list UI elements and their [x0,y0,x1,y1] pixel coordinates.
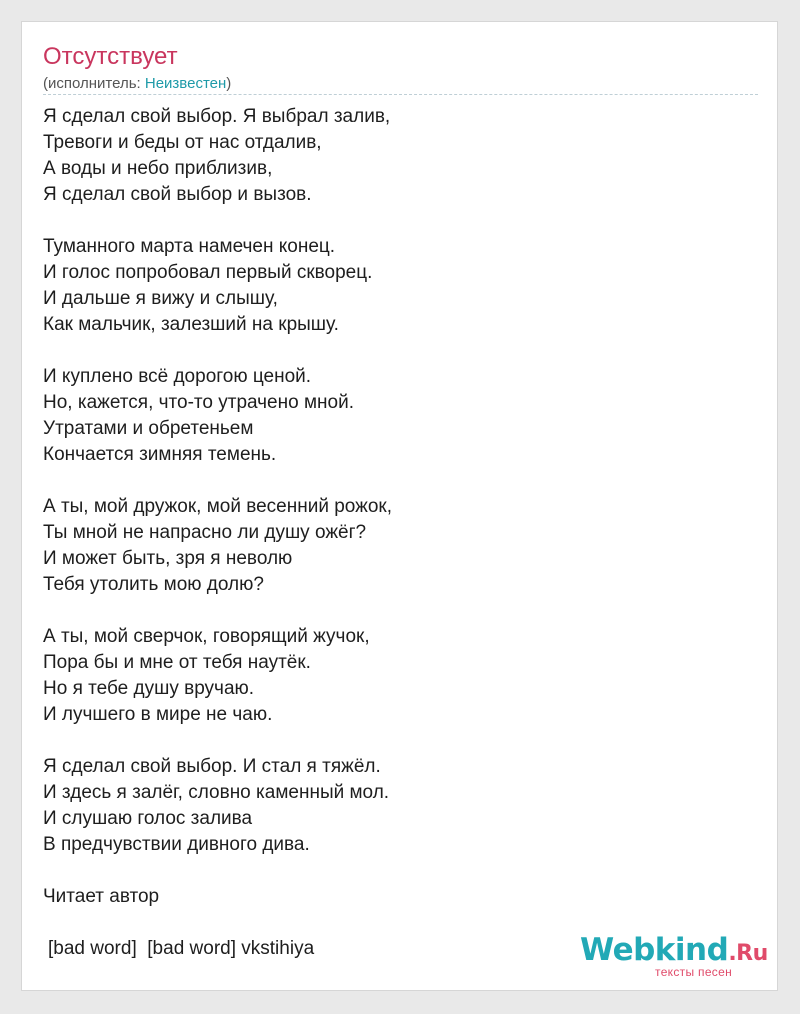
tags-line: [bad word] [bad word] vkstihiya [48,938,315,959]
lyric-line: А воды и небо приблизив, [43,158,273,179]
artist-line [43,74,231,94]
lyric-line: И лучшего в мире не чаю. [43,704,273,725]
lyric-line: Но, кажется, что-то утрачено мной. [43,392,354,413]
lyric-line: Тебя утолить мою долю? [43,574,264,595]
logo-tld: .Ru [728,941,768,966]
lyric-line: Читает автор [43,886,160,907]
lyric-line: И куплено всё дорогою ценой. [43,366,312,387]
lyrics-page [21,21,778,991]
stanza-gap [43,598,643,624]
lyrics-text [43,104,643,910]
lyric-line: Кончается зимняя темень. [43,444,277,465]
song-title: Отсутствует [43,43,178,70]
lyric-line: В предчувствии дивного дива. [43,834,310,855]
lyric-line: Я сделал свой выбор. Я выбрал залив, [43,106,391,127]
lyric-line: А ты, мой сверчок, говорящий жучок, [43,626,370,647]
stanza-gap [43,468,643,494]
stanza-gap [43,728,643,754]
logo-subtitle: тексты песен [655,965,732,979]
lyric-line: Утратами и обретеньем [43,418,254,439]
stanza-gap [43,858,643,884]
lyric-line: И может быть, зря я неволю [43,548,293,569]
stanza-gap [43,208,643,234]
lyric-line: И дальше я вижу и слышу, [43,288,278,309]
artist-suffix: ) [226,75,232,92]
lyric-line: И здесь я залёг, словно каменный мол. [43,782,390,803]
webkind-logo[interactable] [580,932,770,984]
lyric-line: Тревоги и беды от нас отдалив, [43,132,322,153]
lyric-line: И голос попробовал первый скворец. [43,262,373,283]
stanza-gap [43,338,643,364]
lyric-line: А ты, мой дружок, мой весенний рожок, [43,496,393,517]
artist-link[interactable]: Неизвестен [144,75,227,92]
lyric-line: Ты мной не напрасно ли душу ожёг? [43,522,367,543]
lyric-line: Я сделал свой выбор. И стал я тяжёл. [43,756,381,777]
lyric-line: Но я тебе душу вручаю. [43,678,255,699]
logo-brand: Webkind [580,932,729,968]
lyric-line: Пора бы и мне от тебя наутёк. [43,652,311,673]
artist-prefix: (исполнитель: [43,75,145,92]
lyric-line: Туманного марта намечен конец. [43,236,336,257]
lyric-line: Как мальчик, залезший на крышу. [43,314,339,335]
title-divider [43,94,758,95]
lyric-line: Я сделал свой выбор и вызов. [43,184,312,205]
lyric-line: И слушаю голос залива [43,808,253,829]
